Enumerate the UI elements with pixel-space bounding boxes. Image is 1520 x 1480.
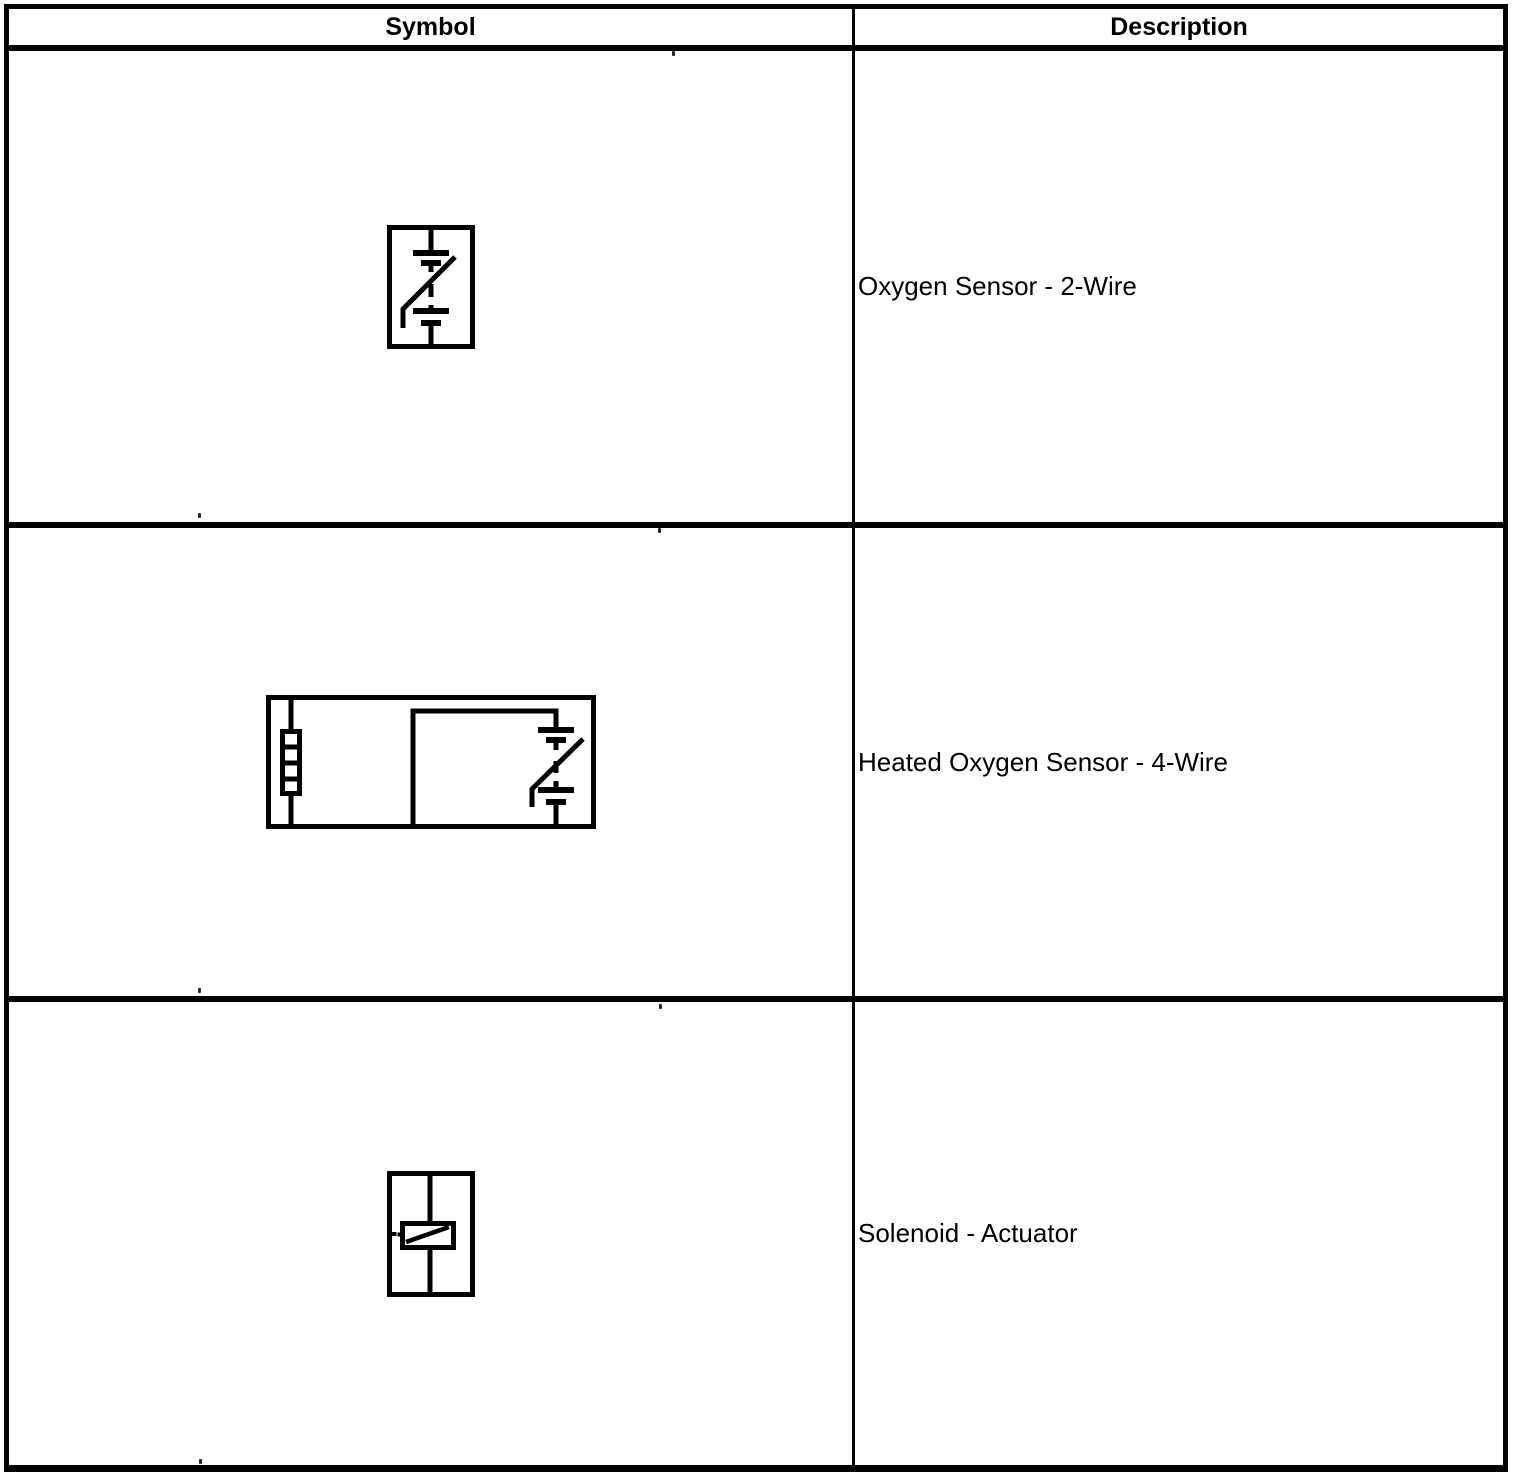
- description-text: Oxygen Sensor - 2-Wire: [858, 271, 1137, 301]
- artifact-dot: [198, 513, 201, 518]
- artifact-dot: [672, 51, 675, 56]
- symbol-cell: [9, 51, 855, 522]
- description-text: Heated Oxygen Sensor - 4-Wire: [858, 746, 1228, 777]
- table-row: [9, 1002, 1503, 1465]
- artifact-dot: [198, 988, 201, 993]
- artifact-dot: [199, 1459, 202, 1464]
- description-text: Solenoid - Actuator: [858, 1218, 1078, 1248]
- description-cell: [855, 1002, 1503, 1465]
- symbol-column-header: [9, 9, 855, 45]
- symbol-cell: [9, 1002, 855, 1465]
- description-column-header: [855, 9, 1503, 45]
- description-cell: [855, 51, 1503, 522]
- artifact-dot: [659, 1004, 662, 1009]
- table-row: [9, 51, 1503, 528]
- symbol-cell: [9, 528, 855, 996]
- table-row: [9, 528, 1503, 1002]
- heated-oxygen-sensor-4-wire-symbol: [266, 695, 596, 829]
- oxygen-sensor-2-wire-symbol: [387, 225, 475, 349]
- description-column-label: Description: [1110, 12, 1248, 41]
- symbol-column-label: Symbol: [385, 12, 476, 41]
- solenoid-actuator-symbol: [387, 1171, 475, 1297]
- table-header-row: [9, 9, 1503, 51]
- description-cell: [855, 528, 1503, 996]
- wiring-symbol-table: [4, 4, 1508, 1472]
- artifact-dot: [658, 528, 661, 533]
